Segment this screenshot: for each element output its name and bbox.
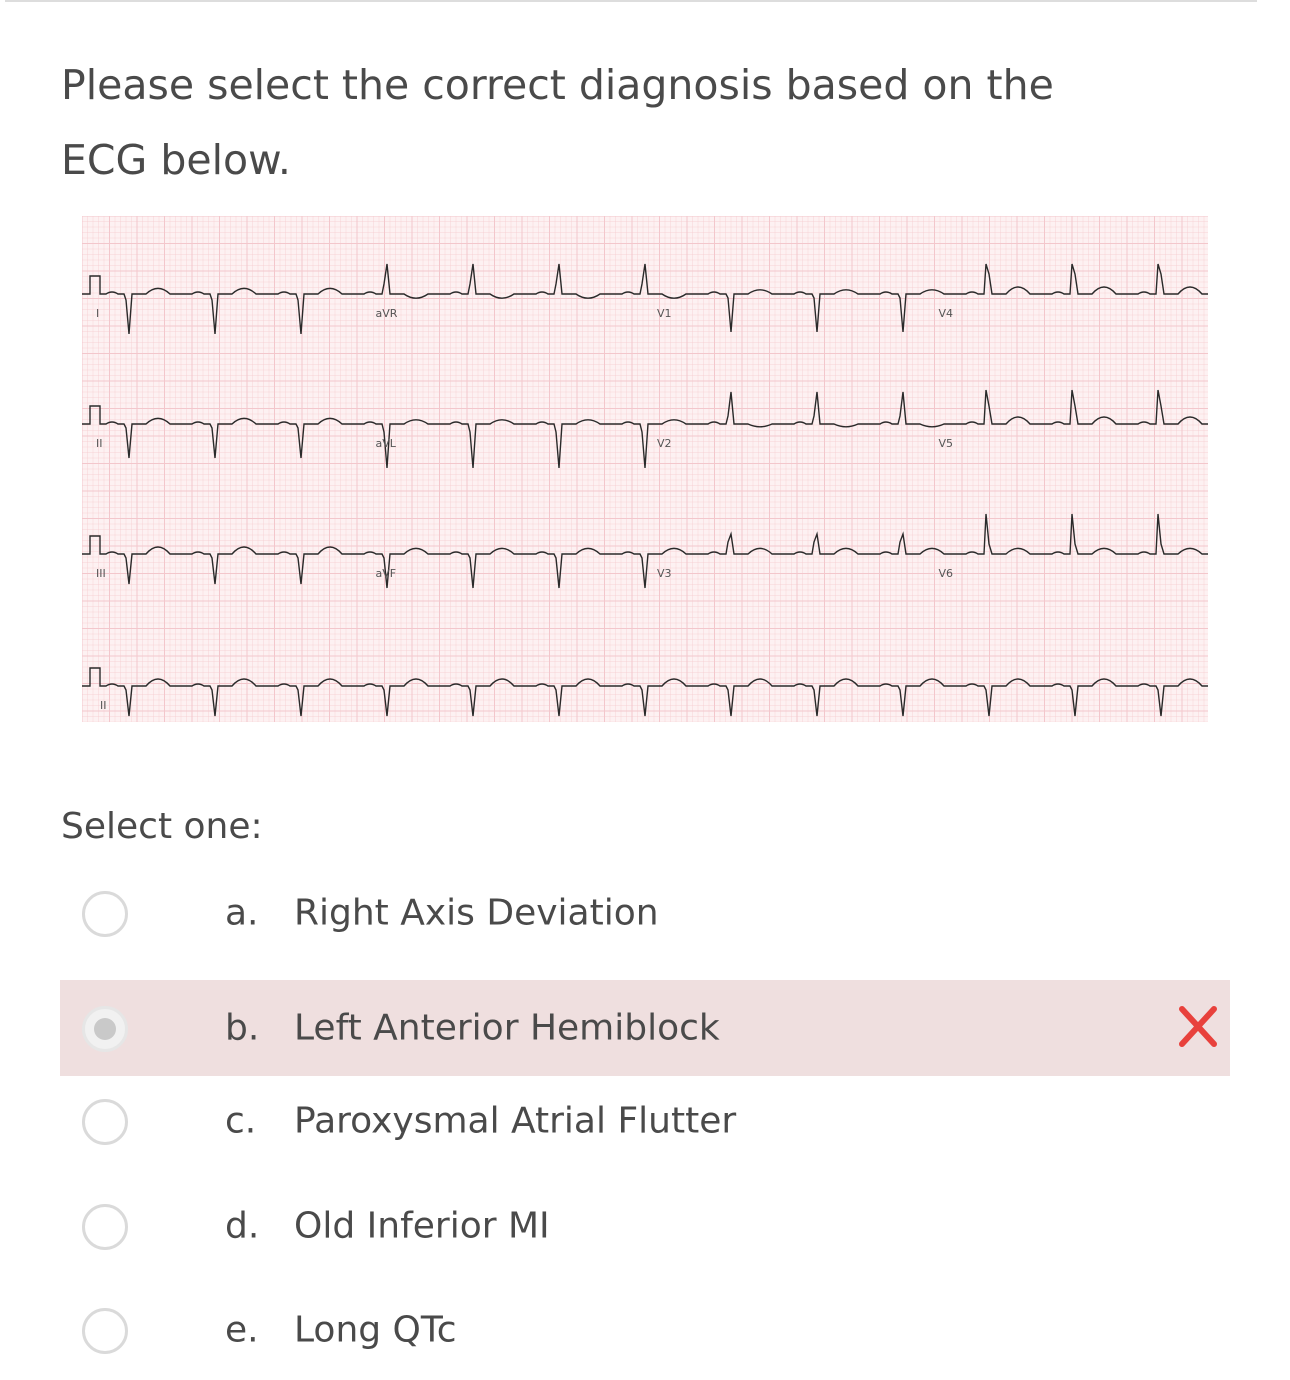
option-b[interactable] bbox=[60, 980, 1230, 1076]
ecg-lead-label: I bbox=[96, 307, 100, 320]
ecg-lead-label: V6 bbox=[938, 567, 954, 580]
top-divider bbox=[5, 0, 1257, 2]
option-c[interactable] bbox=[60, 1073, 1230, 1169]
option-letter: b. bbox=[225, 1007, 260, 1049]
option-letter: e. bbox=[225, 1309, 259, 1351]
option-text: Paroxysmal Atrial Flutter bbox=[294, 1100, 737, 1142]
option-a[interactable] bbox=[60, 865, 1230, 961]
option-text: Long QTc bbox=[294, 1309, 457, 1351]
radio-button[interactable] bbox=[82, 1204, 128, 1250]
option-text: Right Axis Deviation bbox=[294, 892, 659, 934]
radio-button[interactable] bbox=[82, 1099, 128, 1145]
radio-button-selected[interactable] bbox=[82, 1006, 128, 1052]
ecg-lead-label: III bbox=[96, 567, 106, 580]
option-letter: d. bbox=[225, 1205, 260, 1247]
radio-dot-icon bbox=[94, 1018, 116, 1040]
radio-button[interactable] bbox=[82, 1308, 128, 1354]
ecg-lead-label: V3 bbox=[657, 567, 672, 580]
option-letter: a. bbox=[225, 892, 259, 934]
ecg-lead-label: II bbox=[100, 699, 107, 712]
option-text: Left Anterior Hemiblock bbox=[294, 1007, 720, 1049]
option-d[interactable] bbox=[60, 1178, 1230, 1274]
ecg-lead-label: aVF bbox=[375, 567, 397, 580]
cross-icon bbox=[1176, 1004, 1220, 1048]
ecg-lead-label: V5 bbox=[938, 437, 954, 450]
ecg-lead-label: V2 bbox=[657, 437, 672, 450]
ecg-lead-label: II bbox=[96, 437, 103, 450]
ecg-lead-label: V4 bbox=[938, 307, 954, 320]
option-letter: c. bbox=[225, 1100, 257, 1142]
select-one-label: Select one: bbox=[61, 806, 263, 847]
ecg-lead-label: aVR bbox=[375, 307, 398, 320]
question-text: Please select the correct diagnosis based on the ECG below. bbox=[61, 61, 1054, 184]
ecg-lead-label: aVL bbox=[375, 437, 396, 450]
ecg-image bbox=[82, 216, 1208, 722]
ecg-lead-label: V1 bbox=[657, 307, 672, 320]
radio-button[interactable] bbox=[82, 891, 128, 937]
option-text: Old Inferior MI bbox=[294, 1205, 550, 1247]
option-e[interactable] bbox=[60, 1282, 1230, 1378]
